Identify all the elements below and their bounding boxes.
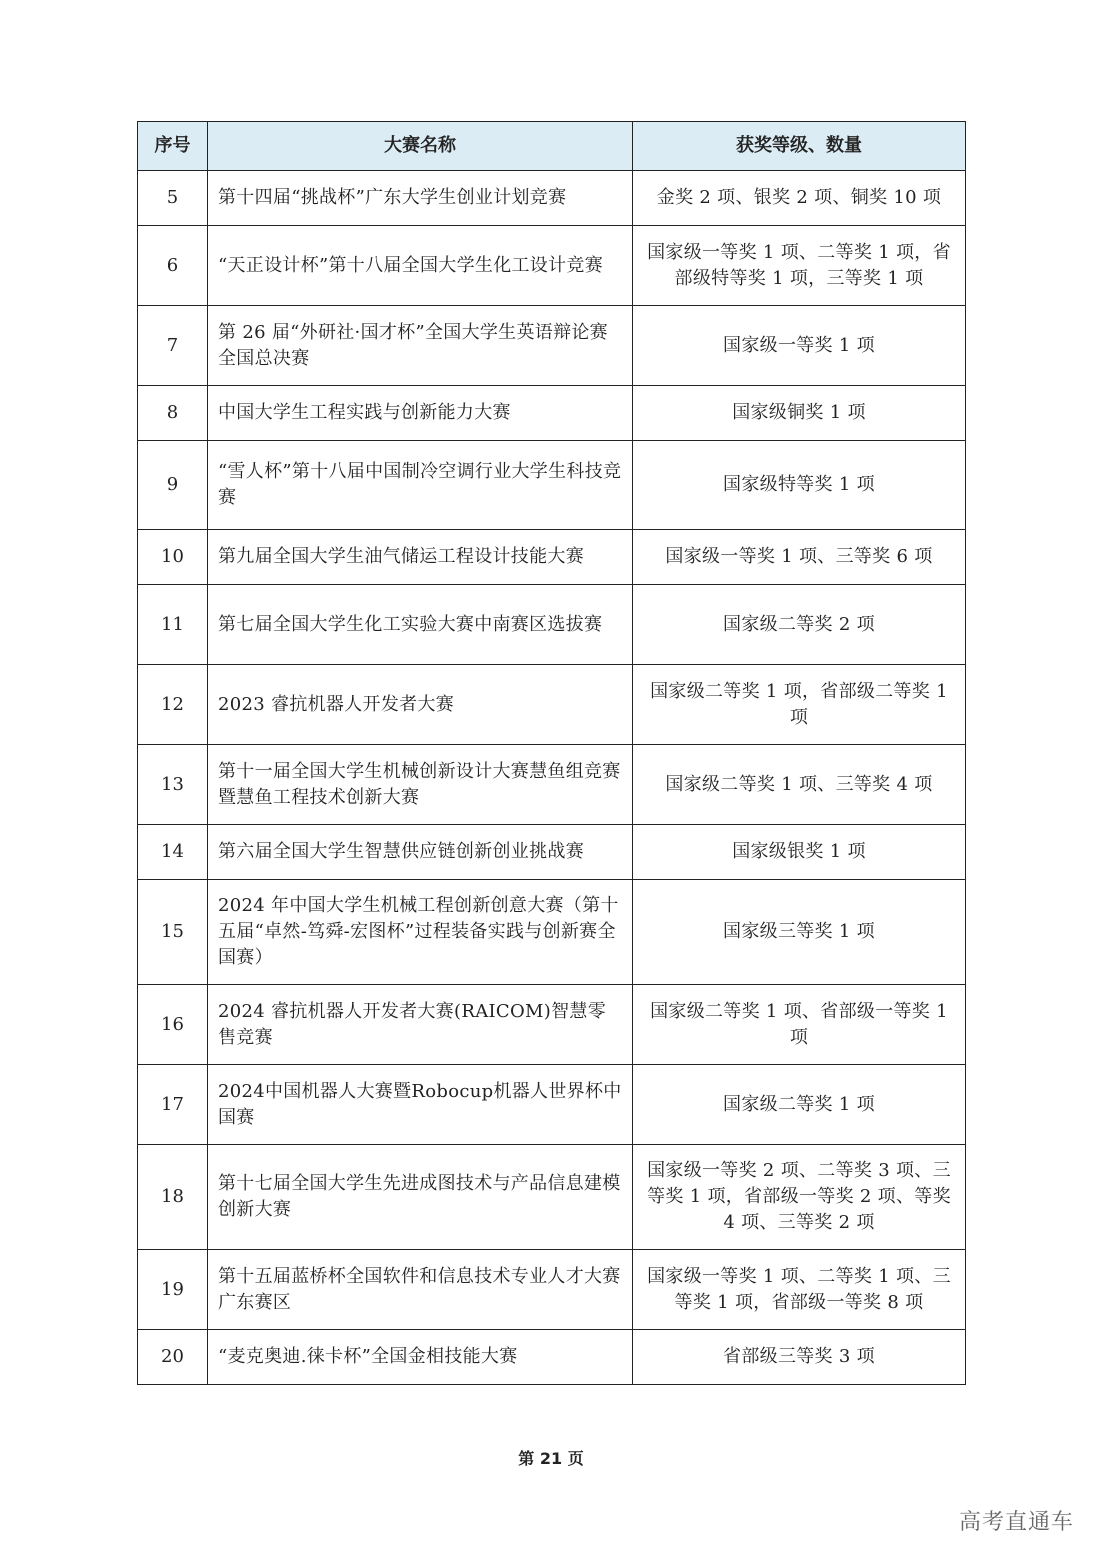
cell-competition-name: 2024 睿抗机器人开发者大赛(RAICOM)智慧零售竞赛 [208, 985, 633, 1065]
cell-award: 国家级一等奖 1 项、二等奖 1 项、三等奖 1 项，省部级一等奖 8 项 [633, 1250, 966, 1330]
table-row [138, 1330, 966, 1385]
cell-award: 金奖 2 项、银奖 2 项、铜奖 10 项 [633, 171, 966, 226]
cell-award: 国家级二等奖 1 项、三等奖 4 项 [633, 745, 966, 825]
cell-no: 18 [138, 1145, 208, 1250]
cell-award: 国家级一等奖 1 项、二等奖 1 项，省部级特等奖 1 项，三等奖 1 项 [633, 226, 966, 306]
cell-no: 19 [138, 1250, 208, 1330]
table-row [138, 745, 966, 825]
table-row [138, 226, 966, 306]
cell-competition-name: 第十四届“挑战杯”广东大学生创业计划竞赛 [208, 171, 633, 226]
header-competition-name: 大赛名称 [208, 122, 633, 171]
table-row [138, 985, 966, 1065]
cell-award: 国家级铜奖 1 项 [633, 386, 966, 441]
cell-no: 8 [138, 386, 208, 441]
cell-competition-name: 第十五届蓝桥杯全国软件和信息技术专业人才大赛广东赛区 [208, 1250, 633, 1330]
cell-no: 14 [138, 825, 208, 880]
cell-no: 13 [138, 745, 208, 825]
table-row [138, 1250, 966, 1330]
cell-award: 国家级特等奖 1 项 [633, 441, 966, 530]
table-row [138, 441, 966, 530]
table-row [138, 665, 966, 745]
cell-no: 10 [138, 530, 208, 585]
awards-table [137, 121, 966, 1385]
cell-award: 国家级银奖 1 项 [633, 825, 966, 880]
cell-no: 12 [138, 665, 208, 745]
cell-competition-name: 2023 睿抗机器人开发者大赛 [208, 665, 633, 745]
cell-no: 15 [138, 880, 208, 985]
table-row [138, 585, 966, 665]
cell-competition-name: “雪人杯”第十八届中国制冷空调行业大学生科技竞赛 [208, 441, 633, 530]
page-number: 第 21 页 [518, 1449, 584, 1468]
cell-award: 国家级二等奖 1 项 [633, 1065, 966, 1145]
cell-no: 9 [138, 441, 208, 530]
cell-no: 11 [138, 585, 208, 665]
watermark-text: 高考直通车 [958, 1510, 1074, 1535]
cell-competition-name: “天正设计杯”第十八届全国大学生化工设计竞赛 [208, 226, 633, 306]
cell-award: 国家级一等奖 1 项、三等奖 6 项 [633, 530, 966, 585]
cell-no: 5 [138, 171, 208, 226]
table-row [138, 171, 966, 226]
cell-award: 国家级二等奖 2 项 [633, 585, 966, 665]
cell-no: 6 [138, 226, 208, 306]
table-row [138, 386, 966, 441]
table-row [138, 1065, 966, 1145]
table-row [138, 1145, 966, 1250]
cell-award: 国家级一等奖 2 项、二等奖 3 项、三等奖 1 项，省部级一等奖 2 项、等奖 4 项、三等奖 2 项 [633, 1145, 966, 1250]
cell-competition-name: 第六届全国大学生智慧供应链创新创业挑战赛 [208, 825, 633, 880]
cell-competition-name: 第七届全国大学生化工实验大赛中南赛区选拔赛 [208, 585, 633, 665]
cell-award: 国家级二等奖 1 项，省部级二等奖 1 项 [633, 665, 966, 745]
cell-competition-name: 2024 年中国大学生机械工程创新创意大赛（第十五届“卓然-笃舜-宏图杯”过程装备实践与创新赛全国赛） [208, 880, 633, 985]
header-award-level: 获奖等级、数量 [633, 122, 966, 171]
table-row [138, 530, 966, 585]
cell-competition-name: 第九届全国大学生油气储运工程设计技能大赛 [208, 530, 633, 585]
cell-competition-name: 2024中国机器人大赛暨Robocup机器人世界杯中国赛 [208, 1065, 633, 1145]
table-row [138, 306, 966, 386]
cell-award: 国家级一等奖 1 项 [633, 306, 966, 386]
table-row [138, 825, 966, 880]
cell-award: 国家级二等奖 1 项、省部级一等奖 1 项 [633, 985, 966, 1065]
cell-no: 17 [138, 1065, 208, 1145]
cell-competition-name: “麦克奥迪.徕卡杯”全国金相技能大赛 [208, 1330, 633, 1385]
header-no: 序号 [138, 122, 208, 171]
cell-no: 16 [138, 985, 208, 1065]
cell-competition-name: 中国大学生工程实践与创新能力大赛 [208, 386, 633, 441]
cell-competition-name: 第十一届全国大学生机械创新设计大赛慧鱼组竞赛暨慧鱼工程技术创新大赛 [208, 745, 633, 825]
table-header-row [138, 122, 966, 171]
cell-no: 20 [138, 1330, 208, 1385]
cell-award: 国家级三等奖 1 项 [633, 880, 966, 985]
table-row [138, 880, 966, 985]
cell-no: 7 [138, 306, 208, 386]
cell-award: 省部级三等奖 3 项 [633, 1330, 966, 1385]
cell-competition-name: 第 26 届“外研社·国才杯”全国大学生英语辩论赛全国总决赛 [208, 306, 633, 386]
cell-competition-name: 第十七届全国大学生先进成图技术与产品信息建模创新大赛 [208, 1145, 633, 1250]
